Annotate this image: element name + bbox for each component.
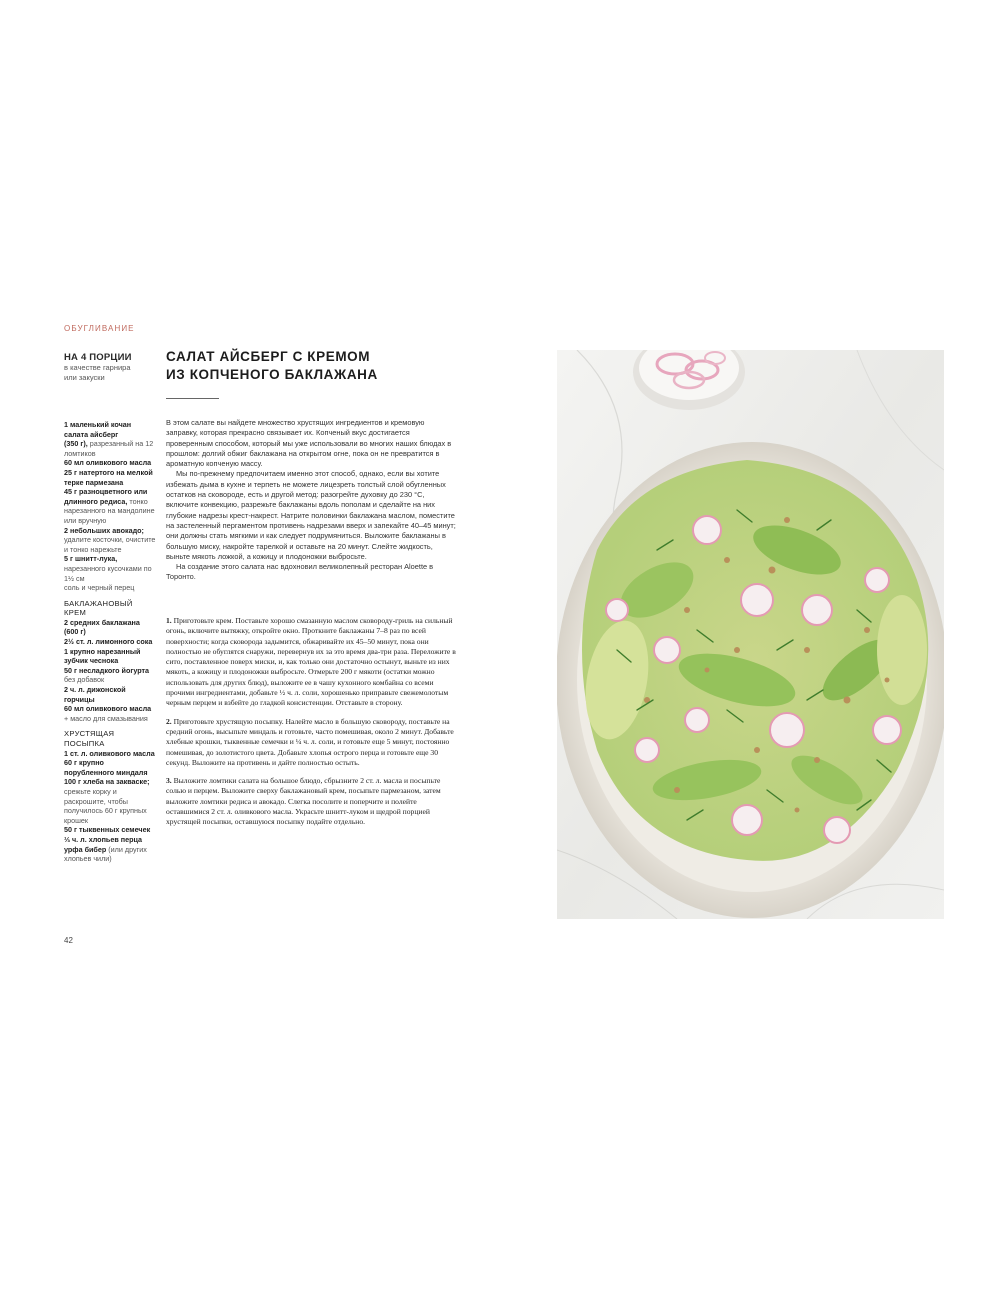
method-steps [166,616,458,836]
ingredient-name: 100 г хлеба на закваске; [64,777,150,787]
section-label: ОБУГЛИВАНИЕ [64,324,135,333]
ingredient-name: 60 мл оливкового масла [64,704,152,714]
ingredient-item [64,704,156,723]
cream-group-title: БАКЛАЖАНОВЫЙ КРЕМ [64,598,133,618]
ingredient-item [64,825,156,835]
ingredient-note: срежьте корку и раскрошите, чтобы получилось 60 г крупных крошек [64,786,147,825]
ingredient-item [64,554,156,583]
ingredient-name: 2 средних баклажана (600 г) [64,617,140,637]
ingredients-main [64,420,156,593]
ingredient-name: 50 г несладкого йогурта [64,665,150,675]
recipe-title-line-1: САЛАТ АЙСБЕРГ С КРЕМОМ [166,349,371,364]
intro-paragraph-2: Мы по-прежнему предпочитаем именно этот способ, однако, если вы хотите избежать дыма в кухне и терпеть не можете лицезреть толстый слой обугленных остатков на сковороде, есть и другой метод: разогрейте духовку до 230 °C, включите конвекцию, разрежьте баклажаны вдоль пополам и сделайте на них глубокие надрезы крест-накрест. Натрите половинки баклажана маслом, поместите на застеленный пергаментом противень надрезами вверх и запекайте 40–45 минут; они должны стать мягкими и как следует подрумяниться. Выложите баклажаны в большую миску, накройте тарелкой и оставьте на 20 минут. Слейте жидкость, выньте мякоть ложкой, а кожицу и плодоножки выбросьте. [166,469,456,561]
ingredient-note: (или других хлопьев чили) [64,844,147,864]
ingredient-name: ⅓ ч. л. хлопьев перца урфа бибер [64,834,142,854]
ingredient-item [64,647,156,666]
page-number: 42 [64,936,73,945]
ingredient-name: 2 небольших авокадо; [64,525,144,535]
ingredient-name: 45 г разноцветного или длинного редиса, [64,487,148,506]
ingredient-name: 2½ ст. л. лимонного сока [64,637,153,647]
ingredient-name: 1 крупно нарезанный зубчик чеснока [64,646,141,666]
ingredient-item [64,458,156,468]
ingredient-name: 5 г шнитт-лука, [64,554,118,564]
crunch-group-title: ХРУСТЯЩАЯ ПОСЫПКА [64,729,115,748]
ingredients-crunch [64,749,156,864]
servings-title: НА 4 ПОРЦИИ [64,352,132,363]
ingredient-item [64,637,156,647]
ingredient-item [64,758,156,777]
step-2 [166,717,458,768]
ingredient-item [64,583,156,593]
ingredient-item [64,618,156,637]
ingredient-name: 2 ч. л. дижонской горчицы [64,685,126,704]
ingredient-item [64,439,156,458]
ingredient-item [64,526,156,555]
step-number: 1. [166,616,172,625]
step-text: Приготовьте крем. Поставьте хорошо смазанную маслом сковороду-гриль на сильный огонь, включите вытяжку, откройте окно. Проткните баклажаны 7–8 раз по всей поверхности; когда сковорода задымится, обжаривайте их 45–50 минут, пока они полностью не обуглятся снаружи, перевернув их за это время два-три раза. Переложите в сито, поставленное поверх миски, и, как только они достаточно остынут, выньте из них мякоть, а кожицу и плодоножки выбросьте. Отмерьте 200 г мякоти (остатки можно использовать для других блюд), выложите ее в чашу кухонного комбайна со всеми прочими ингредиентами, добавьте ½ ч. л. соли, хорошенько приправьте свежемолотым черным перцем и взбейте до гладкой консистенции. Отставьте в сторону. [166,616,456,708]
ingredient-note: тонко нарезанного на мандолине или вручную [64,496,155,525]
ingredient-name: (350 г), [64,439,88,449]
ingredient-name: 1 ст. л. оливкового масла [64,748,155,758]
ingredient-item [64,835,156,864]
step-number: 3. [166,776,172,786]
ingredient-note: соль и черный перец [64,583,135,593]
step-3 [166,776,458,827]
ingredient-item [64,666,156,685]
ingredient-name: 25 г натертого на мелкой терке пармезана [64,467,153,487]
step-text: Выложите ломтики салата на большое блюдо, сбрызните 2 ст. л. масла и посыпьте солью и перцем. Выложите сверху баклажановый крем, посыпьте пармезаном, затем выложите ломтики редиса и авокадо. Слегка посолите и поперчите и полейте оставшимися 2 ст. л. оливкового масла. Украсьте шнитт-луком и щедрой порцией хрустящей посыпки, оставшуюся посыпку подайте отдельно. [166,776,441,827]
ingredient-note: + масло для смазывания [64,713,148,723]
salad-illustration [557,350,944,919]
ingredient-note: нарезанного кусочками по 1½ см [64,563,152,583]
ingredient-item [64,777,156,825]
ingredients-list [64,420,156,864]
ingredient-name: 60 мл оливкового масла [64,458,152,468]
salad-photo [557,350,944,919]
ingredient-item [64,468,156,487]
recipe-title-line-2: ИЗ КОПЧЕНОГО БАКЛАЖАНА [166,367,378,382]
step-number: 2. [166,716,172,726]
title-divider [166,398,219,399]
intro-text [166,418,458,583]
salad [577,460,928,861]
ingredient-note: удалите косточки, очистите и тонко нарежьте [64,535,156,554]
ingredients-cream [64,618,156,724]
ingredient-name: 50 г тыквенных семечек [64,825,151,835]
intro-paragraph-3: На создание этого салата нас вдохновил великолепный ресторан Aloette в Торонто. [166,562,434,582]
ingredient-note: без добавок [64,675,105,685]
ingredient-name: 60 г крупно порубленного миндаля [64,758,148,777]
ingredient-item [64,487,156,525]
recipe-title [166,348,466,384]
servings-block [64,352,156,383]
ingredient-name: 1 маленький кочан салата айсберг [64,420,132,439]
servings-note-2: или закуски [64,373,105,382]
intro-paragraph-1: В этом салате вы найдете множество хрустящих ингредиентов и кремовую заправку, которая прекрасно связывает их. Копченый вкус достигается проверенным способом, который мы уже использовали во многих наших блюдах в прошлом: долгий обжиг баклажана на открытом огне, пока он не превратится в ароматную копченую массу. [166,418,452,469]
servings-note-1: в качестве гарнира [64,363,131,372]
step-text: Приготовьте хрустящую посыпку. Налейте масло в большую сковороду, поставьте на средний огонь, высыпьте миндаль и готовьте, часто помешивая, около 2 минут. Добавьте хлебные крошки, тыквенные семечки и ¼ ч. л. соли, и готовьте еще 5 минут, постоянно помешивая, до золотистого цвета. Добавьте хлопья острого перца и готовьте еще 30 секунд. Выложите на противень и дайте полностью остыть. [166,716,454,767]
ingredient-note: разрезанный на 12 ломтиков [64,439,154,458]
ingredient-item [64,420,156,439]
step-1 [166,616,458,709]
ingredient-item [64,685,156,704]
ingredient-item [64,749,156,759]
